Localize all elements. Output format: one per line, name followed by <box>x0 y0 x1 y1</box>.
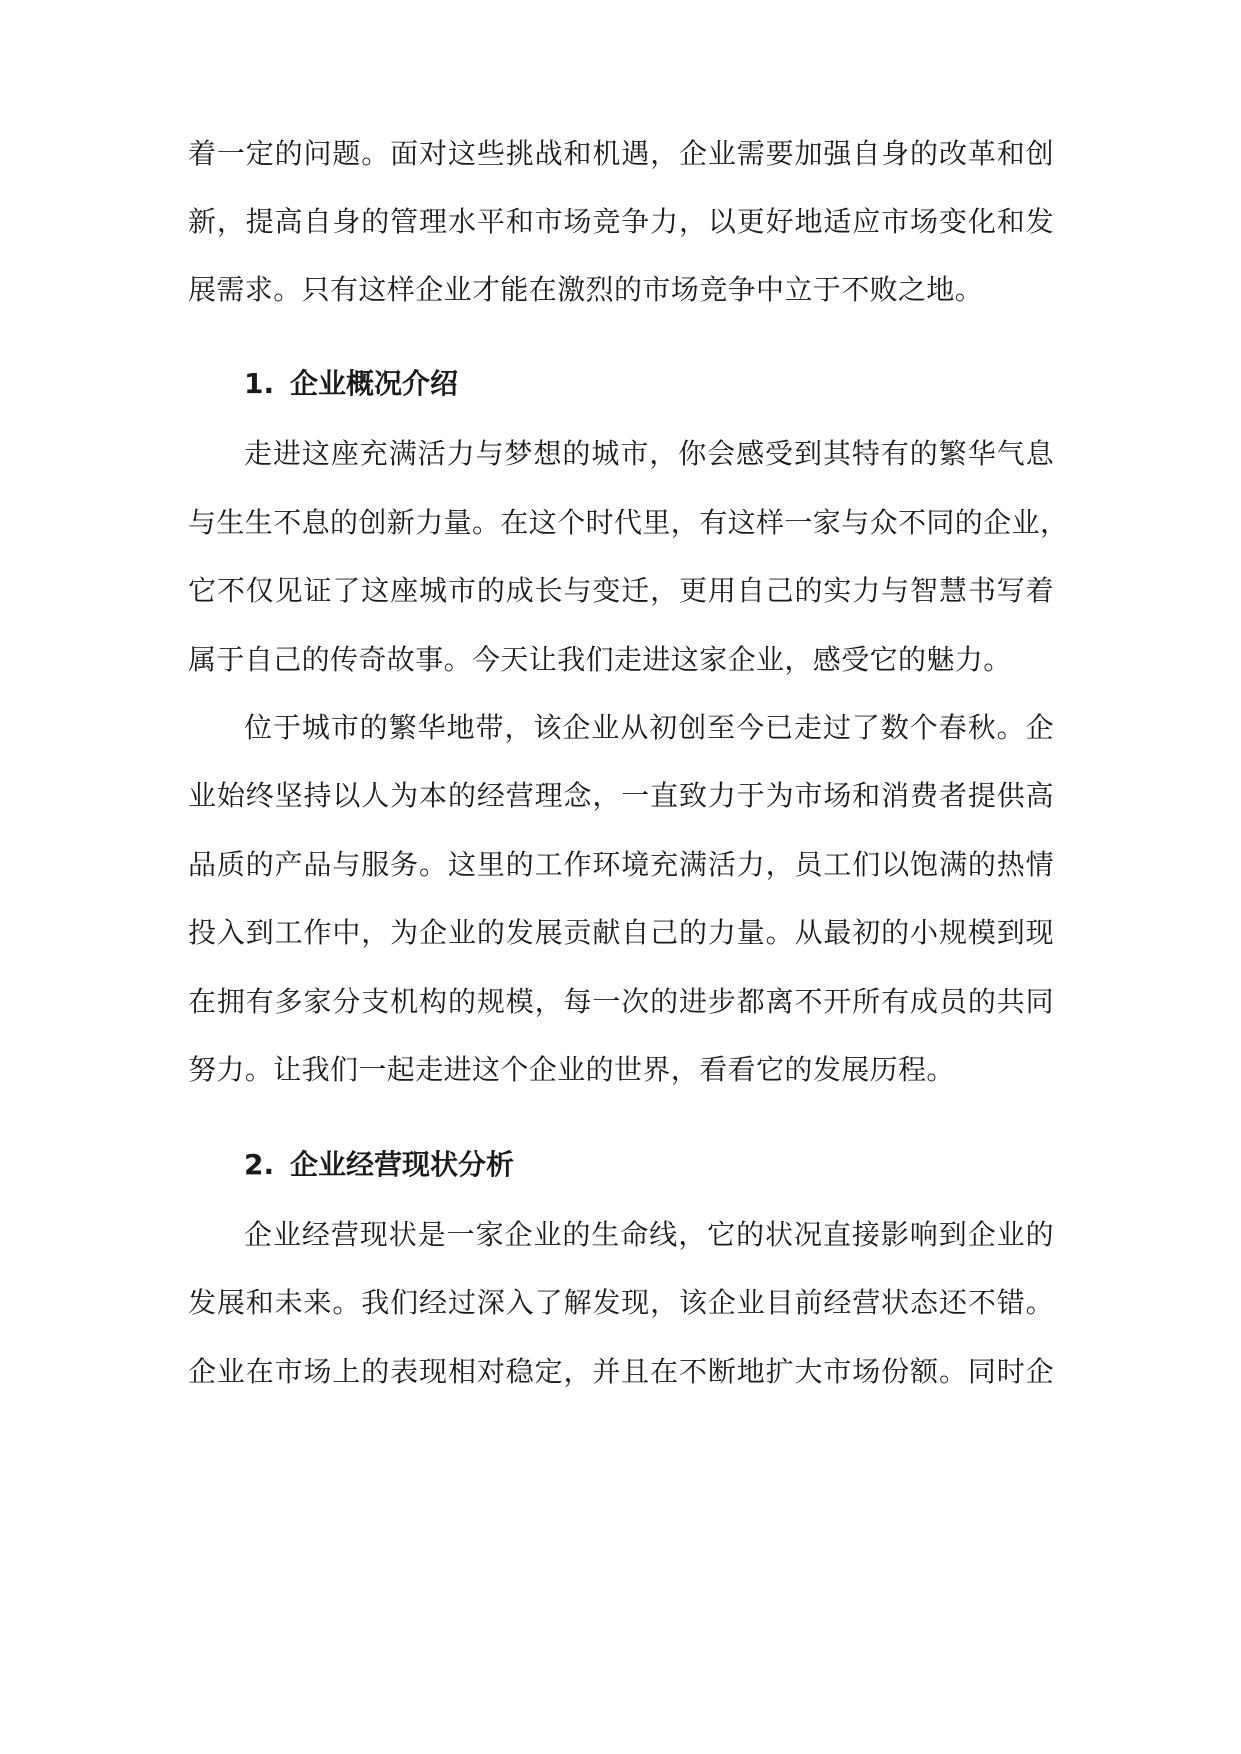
section-1-p1-line-3: 它不仅见证了这座城市的成长与变迁，更用自己的实力与智慧书写着 <box>188 574 1054 607</box>
section-1-p1-line-1: 走进这座充满活力与梦想的城市，你会感受到其特有的繁华气息 <box>244 437 1054 470</box>
section-2-p1-line-2: 发展和未来。我们经过深入了解发现，该企业目前经营状态还不错。 <box>188 1286 1054 1319</box>
section-1-p2-line-4: 投入到工作中，为企业的发展贡献自己的力量。从最初的小规模到现 <box>188 916 1054 949</box>
section-2-heading <box>244 1141 514 1189</box>
section-1-heading <box>244 360 458 408</box>
section-1-number: 1. <box>244 367 275 400</box>
section-1-p1-line-2: 与生生不息的创新力量。在这个时代里，有这样一家与众不同的企业， <box>188 506 1069 539</box>
intro-line-1: 着一定的问题。面对这些挑战和机遇，企业需要加强自身的改革和创 <box>188 137 1054 170</box>
section-1-p2-line-1: 位于城市的繁华地带，该企业从初创至今已走过了数个春秋。企 <box>244 711 1054 744</box>
section-1-p2-line-3: 品质的产品与服务。这里的工作环境充满活力，员工们以饱满的热情 <box>188 848 1054 881</box>
section-2-title: 企业经营现状分析 <box>290 1148 515 1181</box>
section-2-p1-line-1: 企业经营现状是一家企业的生命线，它的状况直接影响到企业的 <box>244 1218 1054 1251</box>
intro-line-2: 新，提高自身的管理水平和市场竞争力，以更好地适应市场变化和发 <box>188 205 1054 238</box>
intro-line-3: 展需求。只有这样企业才能在激烈的市场竞争中立于不败之地。 <box>188 273 984 306</box>
section-1-p2-line-2: 业始终坚持以人为本的经营理念，一直致力于为市场和消费者提供高 <box>188 779 1054 812</box>
section-1-p2-line-6: 努力。让我们一起走进这个企业的世界，看看它的发展历程。 <box>188 1053 955 1086</box>
section-2-number: 2. <box>244 1148 275 1181</box>
section-1-p2-line-5: 在拥有多家分支机构的规模，每一次的进步都离不开所有成员的共同 <box>188 985 1054 1018</box>
section-1-p1-line-4: 属于自己的传奇故事。今天让我们走进这家企业，感受它的魅力。 <box>188 643 1012 676</box>
section-2-p1-line-3: 企业在市场上的表现相对稳定，并且在不断地扩大市场份额。同时企 <box>188 1355 1054 1388</box>
section-1-title: 企业概况介绍 <box>290 367 459 400</box>
